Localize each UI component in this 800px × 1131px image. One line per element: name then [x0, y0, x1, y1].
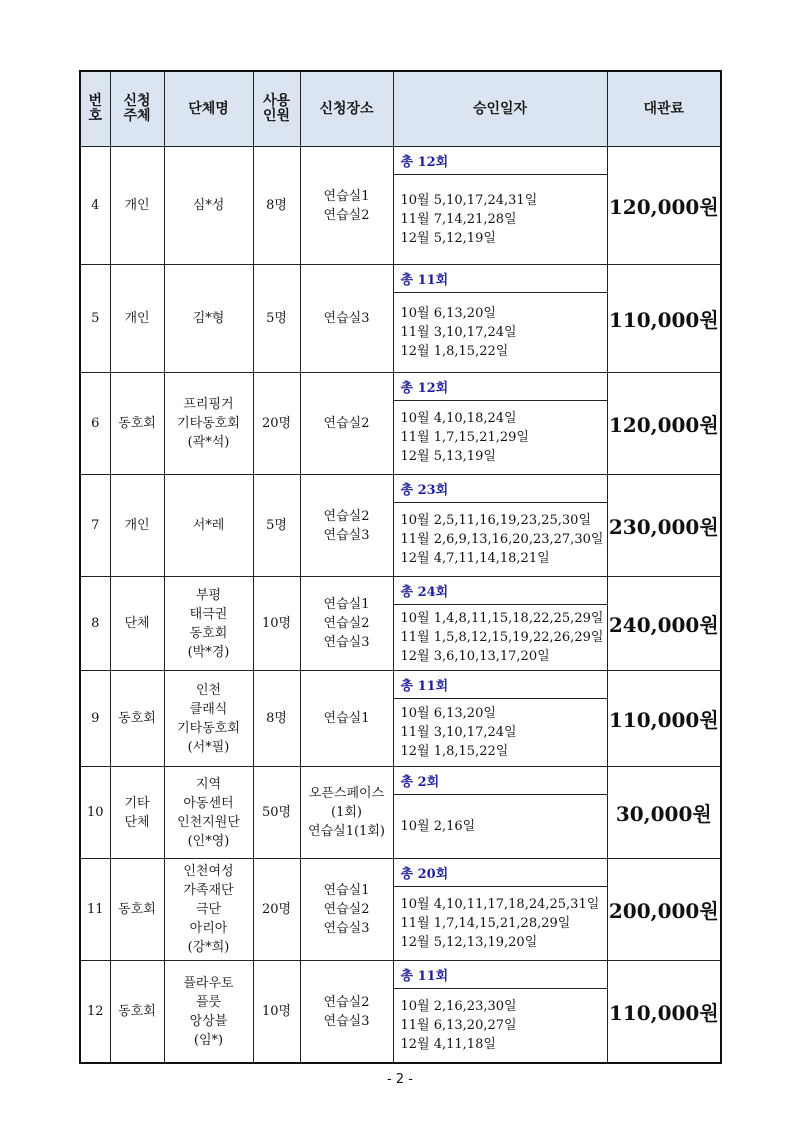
rental-fee: 120,000원	[607, 373, 721, 475]
row-number: 6	[80, 373, 110, 475]
session-total: 총 12회	[393, 147, 607, 175]
group-name: 프리핑거 기타동호회 (곽*석)	[164, 373, 253, 475]
header-people-label: 사용인원	[262, 93, 291, 124]
group-name: 심*성	[164, 147, 253, 265]
rental-fee: 240,000원	[607, 577, 721, 671]
applicant-type: 개인	[110, 147, 164, 265]
rental-place: 연습실1 연습실2	[300, 147, 393, 265]
header-group: 단체명	[164, 71, 253, 147]
rental-fee: 110,000원	[607, 671, 721, 767]
approved-dates: 10월 6,13,20일 11월 3,10,17,24일 12월 1,8,15,22일	[393, 293, 607, 373]
group-name: 플라우토 플룻 앙상블 (임*)	[164, 961, 253, 1064]
table-row	[80, 373, 721, 401]
rental-fee: 230,000원	[607, 475, 721, 577]
group-name: 김*형	[164, 265, 253, 373]
rental-fee: 110,000원	[607, 265, 721, 373]
table-row	[80, 147, 721, 175]
page-number: - 2 -	[387, 1072, 413, 1087]
session-total: 총 11회	[393, 265, 607, 293]
header-no	[80, 71, 110, 147]
rental-table	[79, 70, 722, 1064]
table-row	[80, 577, 721, 605]
approved-dates: 10월 5,10,17,24,31일 11월 7,14,21,28일 12월 5,12,19일	[393, 175, 607, 265]
session-total: 총 23회	[393, 475, 607, 503]
header-people	[253, 71, 300, 147]
table-row	[80, 961, 721, 989]
applicant-type: 단체	[110, 577, 164, 671]
table-row	[80, 265, 721, 293]
rental-fee: 120,000원	[607, 147, 721, 265]
people-count: 5명	[253, 475, 300, 577]
approved-dates: 10월 4,10,11,17,18,24,25,31일 11월 1,7,14,15,21,28,29일 12월 5,12,13,19,20일	[393, 887, 607, 961]
people-count: 20명	[253, 373, 300, 475]
session-total: 총 20회	[393, 859, 607, 887]
group-name: 부평 태극권 동호회 (박*경)	[164, 577, 253, 671]
group-name: 지역 아동센터 인천지원단 (인*영)	[164, 767, 253, 859]
approved-dates: 10월 2,16일	[393, 795, 607, 859]
people-count: 20명	[253, 859, 300, 961]
rental-place: 연습실1 연습실2 연습실3	[300, 859, 393, 961]
rental-fee: 110,000원	[607, 961, 721, 1064]
header-type-label: 신청주체	[123, 93, 151, 124]
group-name: 서*레	[164, 475, 253, 577]
approved-dates: 10월 4,10,18,24일 11월 1,7,15,21,29일 12월 5,13,19일	[393, 401, 607, 475]
table-row	[80, 859, 721, 887]
rental-place: 연습실2	[300, 373, 393, 475]
row-number: 7	[80, 475, 110, 577]
table-body	[80, 147, 721, 1064]
rental-fee: 30,000원	[607, 767, 721, 859]
approved-dates: 10월 1,4,8,11,15,18,22,25,29일 11월 1,5,8,12,15,19,22,26,29일 12월 3,6,10,13,17,20일	[393, 605, 607, 671]
row-number: 12	[80, 961, 110, 1064]
people-count: 5명	[253, 265, 300, 373]
rental-place: 연습실1 연습실2 연습실3	[300, 577, 393, 671]
row-number: 5	[80, 265, 110, 373]
session-total: 총 11회	[393, 961, 607, 989]
rental-place: 연습실2 연습실3	[300, 475, 393, 577]
applicant-type: 개인	[110, 265, 164, 373]
table-header	[80, 71, 721, 147]
row-number: 8	[80, 577, 110, 671]
table-row	[80, 475, 721, 503]
applicant-type: 개인	[110, 475, 164, 577]
applicant-type: 동호회	[110, 373, 164, 475]
people-count: 8명	[253, 671, 300, 767]
approved-dates: 10월 6,13,20일 11월 3,10,17,24일 12월 1,8,15,22일	[393, 699, 607, 767]
applicant-type: 동호회	[110, 961, 164, 1064]
group-name: 인천여성 가족재단 극단 아리아 (강*희)	[164, 859, 253, 961]
row-number: 4	[80, 147, 110, 265]
group-name: 인천 클래식 기타동호회 (서*필)	[164, 671, 253, 767]
header-dates: 승인일자	[393, 71, 607, 147]
session-total: 총 11회	[393, 671, 607, 699]
people-count: 8명	[253, 147, 300, 265]
applicant-type: 동호회	[110, 859, 164, 961]
session-total: 총 24회	[393, 577, 607, 605]
table-row	[80, 767, 721, 795]
header-place: 신청장소	[300, 71, 393, 147]
header-fee: 대관료	[607, 71, 721, 147]
approved-dates: 10월 2,16,23,30일 11월 6,13,20,27일 12월 4,11,18일	[393, 989, 607, 1064]
header-no-label: 번호	[88, 93, 103, 124]
people-count: 50명	[253, 767, 300, 859]
applicant-type: 기타 단체	[110, 767, 164, 859]
session-total: 총 12회	[393, 373, 607, 401]
row-number: 9	[80, 671, 110, 767]
rental-place: 연습실3	[300, 265, 393, 373]
people-count: 10명	[253, 961, 300, 1064]
rental-fee: 200,000원	[607, 859, 721, 961]
row-number: 10	[80, 767, 110, 859]
row-number: 11	[80, 859, 110, 961]
approved-dates: 10월 2,5,11,16,19,23,25,30일 11월 2,6,9,13,16,20,23,27,30일 12월 4,7,11,14,18,21일	[393, 503, 607, 577]
rental-place: 오픈스페이스 (1회) 연습실1(1회)	[300, 767, 393, 859]
rental-place: 연습실2 연습실3	[300, 961, 393, 1064]
header-type	[110, 71, 164, 147]
table-row	[80, 671, 721, 699]
session-total: 총 2회	[393, 767, 607, 795]
applicant-type: 동호회	[110, 671, 164, 767]
rental-place: 연습실1	[300, 671, 393, 767]
people-count: 10명	[253, 577, 300, 671]
